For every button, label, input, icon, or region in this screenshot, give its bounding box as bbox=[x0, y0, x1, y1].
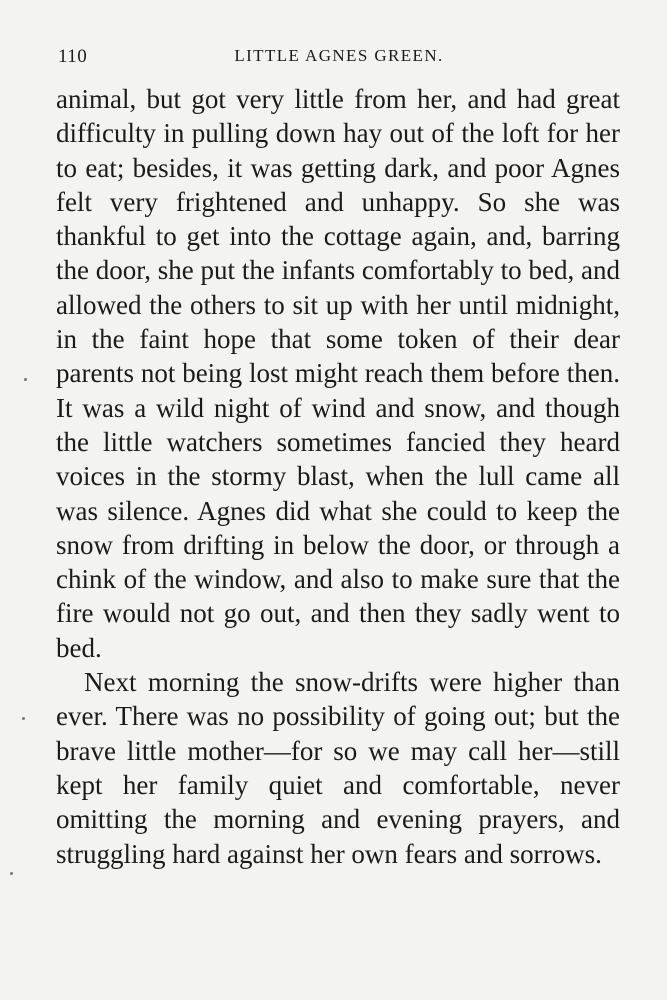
margin-speck bbox=[10, 872, 13, 875]
margin-speck bbox=[22, 717, 25, 720]
paragraph-2: Next morning the snow-drifts were higher than ever. There was no possibility of going out; but the brave little mother—for so we may call her—still kept her family quiet and comfortable, never omitting the morning and evening prayers, and struggling hard against her own fears and sorrows. bbox=[56, 667, 620, 869]
page-number: 110 bbox=[58, 46, 88, 67]
body-text bbox=[56, 82, 620, 871]
margin-speck bbox=[24, 378, 27, 381]
running-title: LITTLE AGNES GREEN. bbox=[234, 46, 444, 65]
page-header bbox=[58, 40, 620, 70]
paragraph-1: animal, but got very little from her, and had great difficulty in pulling down hay out of the loft for her to eat; besides, it was getting dark, and poor Agnes felt very frightened and unhappy. So she was thankful to get into the cottage again, and, barring the door, she put the infants comfortably to bed, and allowed the others to sit up with her until midnight, in the faint hope that some token of their dear parents not being lost might reach them before then. It was a wild night of wind and snow, and though the little watchers sometimes fancied they heard voices in the stormy blast, when the lull came all was silence. Agnes did what she could to keep the snow from drifting in below the door, or through a chink of the window, and also to make sure that the fire would not go out, and then they sadly went to bed. bbox=[56, 84, 620, 663]
